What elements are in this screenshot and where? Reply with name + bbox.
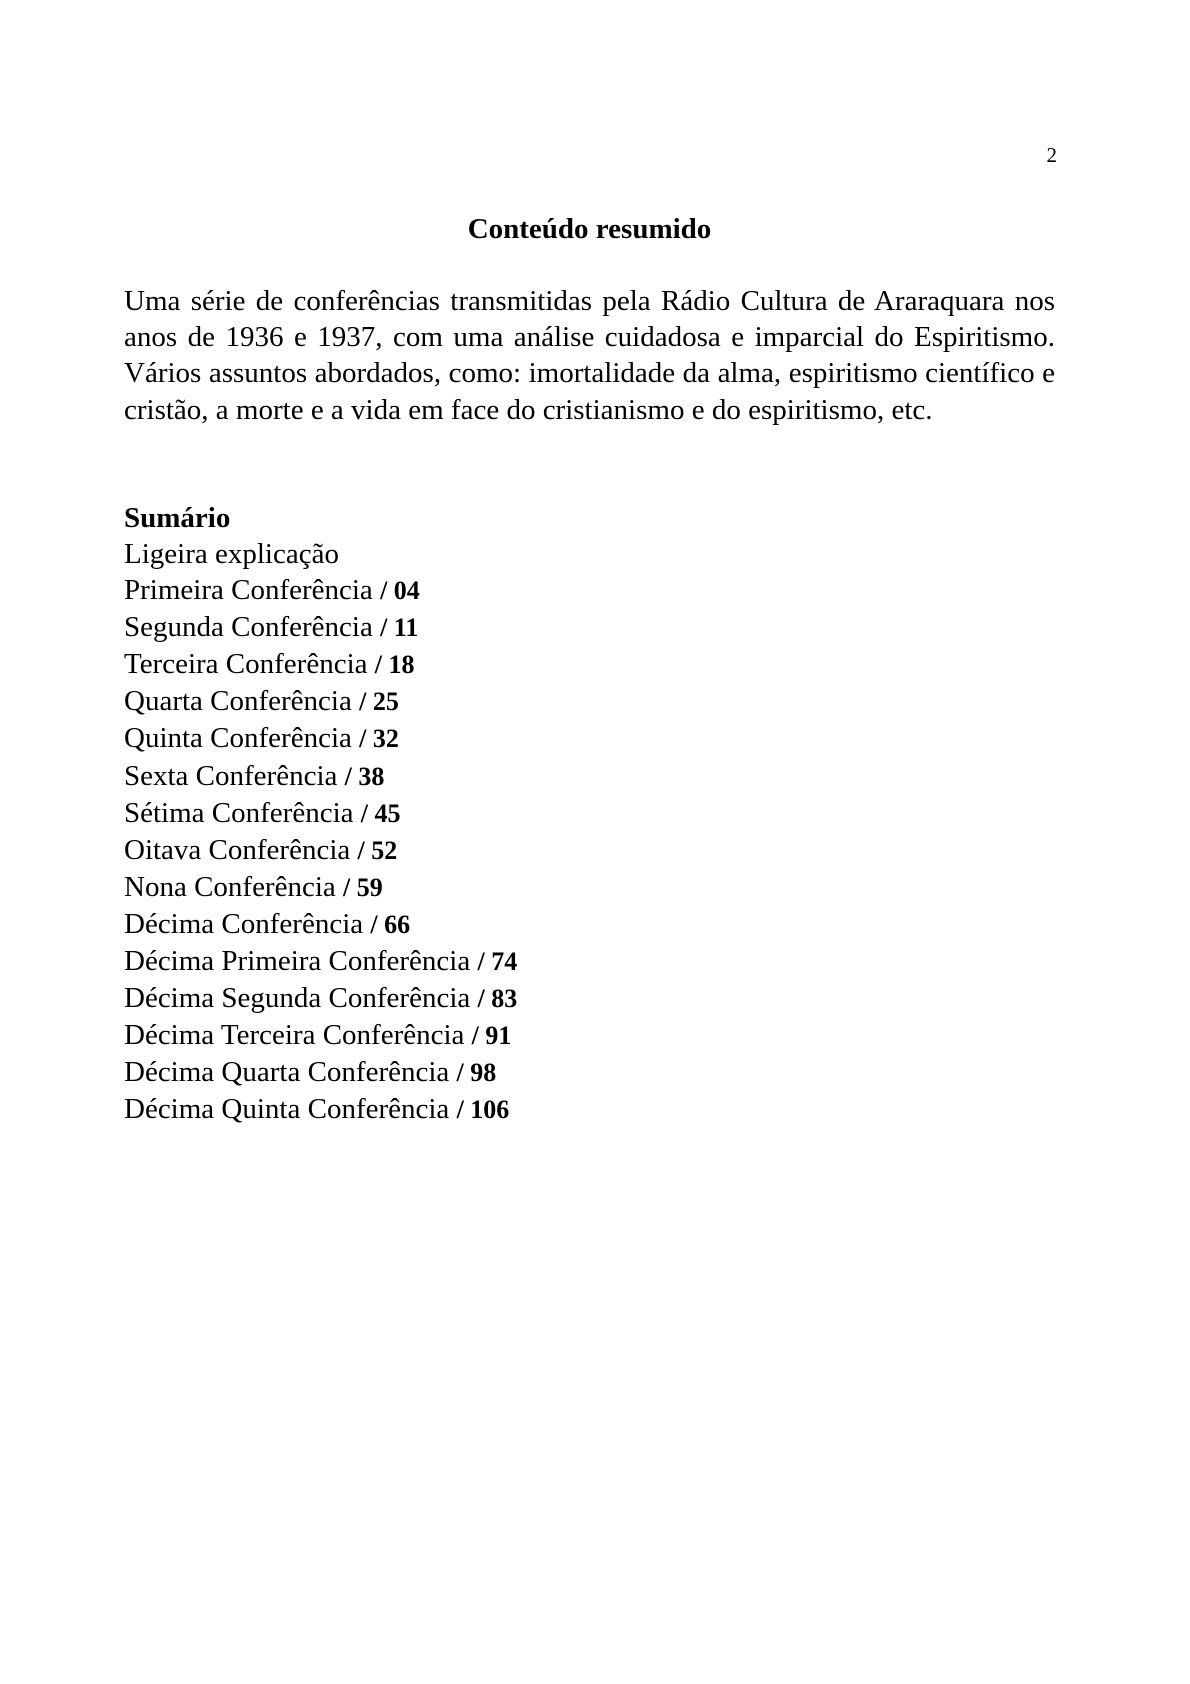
toc-item-label: Quinta Conferência — [124, 722, 352, 755]
summary-paragraph: Uma série de conferências transmitidas pela Rádio Cultura de Araraquara nos anos de 1936 e 1937, com uma análise cuidadosa e imparcial do Espiritismo. Vários assuntos abordados, como: imortalidade da alma, espiritismo científico e cristão, a morte e a vida em face do cristianismo e do espiritismo, etc. — [124, 285, 1055, 426]
toc-item — [124, 832, 517, 869]
table-of-contents — [124, 536, 517, 1129]
toc-item — [124, 795, 517, 832]
toc-item-label: Ligeira explicação — [124, 538, 339, 570]
toc-item — [124, 943, 517, 980]
toc-item — [124, 980, 517, 1017]
toc-item — [124, 1054, 517, 1091]
toc-item-page: / 52 — [357, 835, 398, 865]
toc-item-page: / 59 — [343, 872, 383, 902]
toc-item-page: / 98 — [456, 1058, 497, 1088]
toc-item-page: / 83 — [477, 984, 518, 1014]
toc-item-page: / 11 — [380, 613, 419, 643]
toc-item-page: / 25 — [359, 687, 399, 717]
toc-item-label: Quarta Conferência — [124, 685, 352, 718]
toc-item-label: Sexta Conferência — [124, 759, 338, 792]
toc-item — [124, 572, 517, 609]
toc-item-page: / 74 — [477, 947, 518, 977]
toc-item-page: / 04 — [380, 576, 420, 606]
toc-item-label: Décima Segunda Conferência — [124, 982, 471, 1015]
toc-item — [124, 609, 517, 646]
toc-item-label: Décima Quinta Conferência — [124, 1093, 450, 1126]
toc-item — [124, 536, 517, 572]
toc-item-label: Terceira Conferência — [124, 648, 368, 681]
toc-item-label: Décima Primeira Conferência — [124, 945, 471, 978]
toc-item-label: Décima Quarta Conferência — [124, 1056, 450, 1089]
toc-item — [124, 758, 517, 795]
toc-item-page: / 91 — [471, 1021, 512, 1051]
toc-item-page: / 106 — [456, 1095, 510, 1125]
toc-item-page: / 18 — [374, 650, 415, 680]
toc-heading: Sumário — [124, 502, 231, 534]
toc-item-label: Segunda Conferência — [124, 611, 373, 644]
toc-item — [124, 1091, 517, 1128]
page-number: 2 — [1046, 143, 1057, 167]
toc-item-label: Oitava Conferência — [124, 833, 351, 866]
toc-item — [124, 1017, 517, 1054]
toc-item-label: Sétima Conferência — [124, 796, 354, 829]
toc-item-label: Nona Conferência — [124, 870, 336, 903]
toc-item-page: / 38 — [344, 761, 385, 791]
toc-item — [124, 646, 517, 683]
page-title: Conteúdo resumido — [467, 213, 712, 245]
toc-item-page: / 32 — [359, 724, 399, 754]
toc-item — [124, 683, 517, 720]
toc-item — [124, 906, 517, 943]
toc-item-label: Primeira Conferência — [124, 574, 373, 607]
toc-item — [124, 720, 517, 757]
toc-item-label: Décima Terceira Conferência — [124, 1019, 465, 1052]
toc-item — [124, 869, 517, 906]
toc-item-page: / 45 — [360, 798, 401, 828]
toc-item-page: / 66 — [370, 909, 411, 939]
toc-item-label: Décima Conferência — [124, 907, 364, 940]
